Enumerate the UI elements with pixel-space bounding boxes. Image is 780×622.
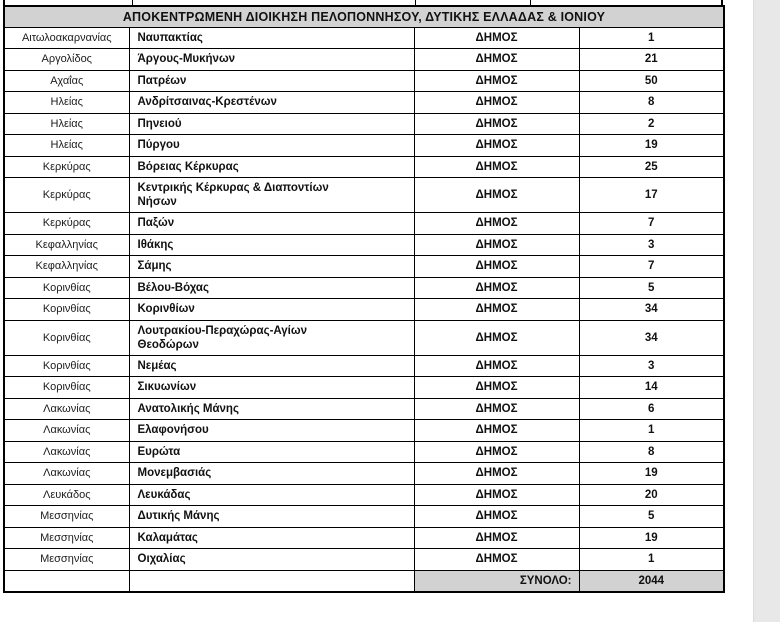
municipality-cell [129,92,414,114]
municipality-name: Σάμης [137,260,172,273]
count-cell: 1 [579,420,724,442]
table-row [4,441,724,463]
type-cell: ΔΗΜΟΣ [414,256,579,278]
municipality-cell [129,113,414,135]
count-cell: 5 [579,277,724,299]
region-cell: Μεσσηνίας [4,506,129,528]
region-cell: Ηλείας [4,92,129,114]
region-cell: Κορινθίας [4,299,129,321]
municipality-cell [129,213,414,235]
table-row [4,277,724,299]
count-cell: 2 [579,113,724,135]
count-cell: 3 [579,355,724,377]
count-cell: 8 [579,92,724,114]
table-row [4,506,724,528]
municipality-cell [129,320,414,355]
municipality-name: Ναυπακτίας [137,31,203,44]
table-row [4,135,724,157]
table-row [4,156,724,178]
municipality-name: Μονεμβασιάς [137,467,212,480]
type-cell: ΔΗΜΟΣ [414,213,579,235]
type-cell: ΔΗΜΟΣ [414,234,579,256]
municipality-name: Ανατολικής Μάνης [137,402,239,415]
type-cell: ΔΗΜΟΣ [414,355,579,377]
type-cell: ΔΗΜΟΣ [414,92,579,114]
count-cell: 5 [579,506,724,528]
table-row [4,398,724,420]
municipality-name: Ευρώτα [137,445,181,458]
type-cell: ΔΗΜΟΣ [414,484,579,506]
table-row [4,70,724,92]
municipality-cell [129,27,414,49]
table-row [4,484,724,506]
count-cell: 25 [579,156,724,178]
municipality-cell [129,441,414,463]
type-cell: ΔΗΜΟΣ [414,527,579,549]
municipality-cell [129,299,414,321]
count-cell: 34 [579,320,724,355]
count-cell: 7 [579,256,724,278]
municipality-name: Πηνειού [137,117,182,130]
count-cell: 8 [579,441,724,463]
type-cell: ΔΗΜΟΣ [414,549,579,571]
count-cell: 20 [579,484,724,506]
municipality-cell [129,527,414,549]
type-cell: ΔΗΜΟΣ [414,277,579,299]
municipality-name: Βέλου-Βόχας [137,281,209,294]
total-row [4,570,724,592]
count-cell: 50 [579,70,724,92]
table-row [4,234,724,256]
municipality-cell [129,420,414,442]
municipality-cell [129,398,414,420]
count-cell: 1 [579,549,724,571]
table-row [4,299,724,321]
table-row [4,113,724,135]
type-cell: ΔΗΜΟΣ [414,320,579,355]
type-cell: ΔΗΜΟΣ [414,156,579,178]
type-cell: ΔΗΜΟΣ [414,299,579,321]
region-cell: Κερκύρας [4,178,129,213]
region-cell: Λακωνίας [4,441,129,463]
count-cell: 34 [579,299,724,321]
municipality-name: Λευκάδας [137,488,191,501]
table-row [4,420,724,442]
municipality-name: Δυτικής Μάνης [137,510,220,523]
type-cell: ΔΗΜΟΣ [414,420,579,442]
type-cell: ΔΗΜΟΣ [414,441,579,463]
count-cell: 21 [579,49,724,71]
type-cell: ΔΗΜΟΣ [414,135,579,157]
table-row [4,27,724,49]
municipality-cell [129,484,414,506]
table-row [4,549,724,571]
municipality-cell [129,234,414,256]
table-row [4,92,724,114]
region-cell: Μεσσηνίας [4,549,129,571]
municipality-name: Σικυωνίων [137,381,197,394]
municipality-cell [129,70,414,92]
municipality-cell [129,178,414,213]
region-cell: Μεσσηνίας [4,527,129,549]
municipality-cell [129,277,414,299]
empty-municipality-cell [129,570,414,592]
municipality-name: Ιθάκης [137,238,174,251]
region-cell: Κορινθίας [4,277,129,299]
municipalities-table [3,5,725,593]
table-body [4,27,724,570]
municipality-cell [129,49,414,71]
region-cell: Λευκάδος [4,484,129,506]
count-cell: 7 [579,213,724,235]
region-cell: Ηλείας [4,135,129,157]
region-cell: Κορινθίας [4,377,129,399]
count-cell: 17 [579,178,724,213]
empty-region-cell [4,570,129,592]
municipality-name: Λουτρακίου-Περαχώρας-Αγίων Θεοδώρων [137,324,307,351]
region-cell: Κορινθίας [4,355,129,377]
region-cell: Κερκύρας [4,156,129,178]
table-row [4,355,724,377]
municipality-cell [129,549,414,571]
municipality-name: Άργους-Μυκήνων [137,53,236,66]
table-row [4,463,724,485]
municipality-name: Πατρέων [137,74,187,87]
table-title: ΑΠΟΚΕΝΤΡΩΜΕΝΗ ΔΙΟΙΚΗΣΗ ΠΕΛΟΠΟΝΝΗΣΟΥ, ΔΥΤΙΚΗΣ ΕΛΛΑΔΑΣ & ΙΟΝΙΟΥ [4,6,724,27]
region-cell: Αιτωλοακαρνανίας [4,27,129,49]
region-cell: Λακωνίας [4,420,129,442]
type-cell: ΔΗΜΟΣ [414,178,579,213]
municipality-name: Καλαμάτας [137,531,198,544]
municipality-cell [129,355,414,377]
count-cell: 6 [579,398,724,420]
table-row [4,256,724,278]
count-cell: 19 [579,135,724,157]
table-row [4,377,724,399]
municipality-cell [129,463,414,485]
count-cell: 14 [579,377,724,399]
region-cell: Λακωνίας [4,398,129,420]
total-value: 2044 [579,570,724,592]
table-header-row [4,6,724,27]
table-row [4,527,724,549]
municipality-cell [129,377,414,399]
region-cell: Ηλείας [4,113,129,135]
type-cell: ΔΗΜΟΣ [414,113,579,135]
municipality-name: Πύργου [137,139,180,152]
municipality-name: Παξών [137,217,175,230]
type-cell: ΔΗΜΟΣ [414,398,579,420]
count-cell: 3 [579,234,724,256]
table-row [4,320,724,355]
municipality-name: Κεντρικής Κέρκυρας & Διαποντίων Νήσων [137,182,329,208]
region-cell: Κορινθίας [4,320,129,355]
region-cell: Κερκύρας [4,213,129,235]
type-cell: ΔΗΜΟΣ [414,463,579,485]
count-cell: 1 [579,27,724,49]
type-cell: ΔΗΜΟΣ [414,49,579,71]
count-cell: 19 [579,463,724,485]
table-row [4,178,724,213]
region-cell: Κεφαλληνίας [4,234,129,256]
municipality-name: Οιχαλίας [137,553,186,566]
municipality-name: Βόρειας Κέρκυρας [137,160,239,173]
total-label: ΣΥΝΟΛΟ: [414,570,579,592]
type-cell: ΔΗΜΟΣ [414,506,579,528]
municipality-name: Ελαφονήσου [137,424,209,437]
municipality-name: Ανδρίτσαινας-Κρεστένων [137,96,277,109]
region-cell: Αργολίδος [4,49,129,71]
count-cell: 19 [579,527,724,549]
municipality-cell [129,156,414,178]
municipality-cell [129,135,414,157]
type-cell: ΔΗΜΟΣ [414,27,579,49]
municipality-name: Κορινθίων [137,303,195,316]
type-cell: ΔΗΜΟΣ [414,70,579,92]
region-cell: Κεφαλληνίας [4,256,129,278]
municipality-name: Νεμέας [137,359,177,372]
viewer-background-edge [753,0,780,622]
table-row [4,213,724,235]
municipality-cell [129,256,414,278]
municipality-cell [129,506,414,528]
region-cell: Αχαΐας [4,70,129,92]
region-cell: Λακωνίας [4,463,129,485]
table-row [4,49,724,71]
type-cell: ΔΗΜΟΣ [414,377,579,399]
